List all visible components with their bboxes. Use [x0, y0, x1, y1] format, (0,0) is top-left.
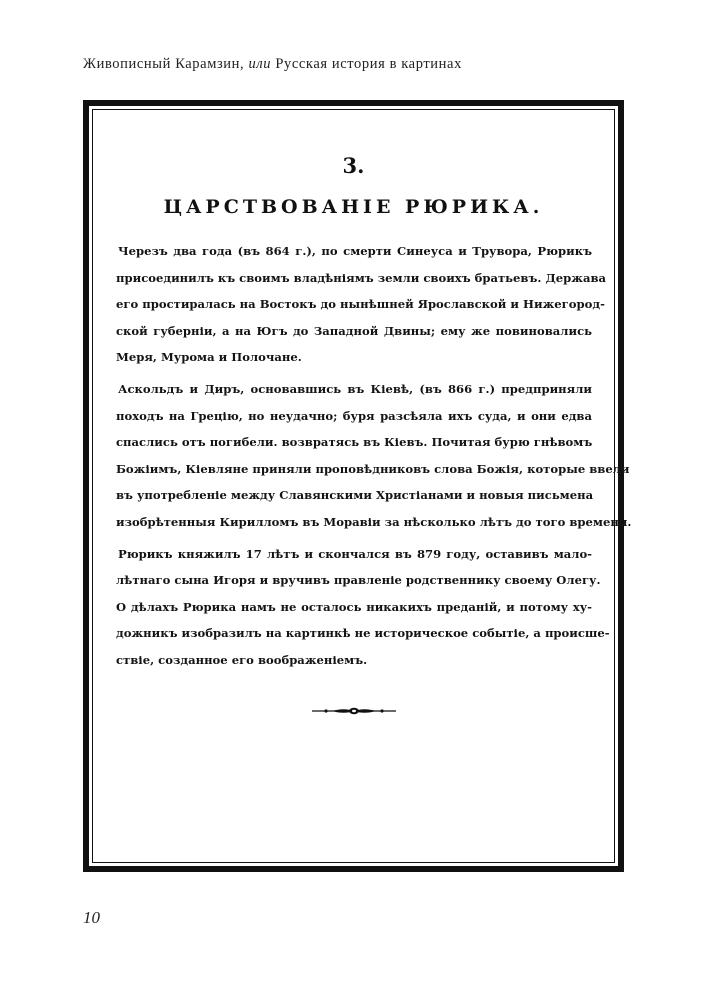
header-title-connector: или: [248, 56, 272, 72]
text-line: дожникъ изобразилъ на картинкѣ не историческое событіе, а происше-: [116, 626, 610, 641]
page-number: 10: [83, 908, 100, 927]
text-line: присоединилъ къ своимъ владѣніямъ земли своихъ братьевъ. Держава: [116, 270, 607, 285]
running-header: [83, 56, 462, 73]
text-line: спаслись отъ погибели. возвратясь въ Кіевъ. Почитая бурю гнѣвомъ: [116, 435, 593, 450]
text-line: Меря, Мурома и Полочане.: [116, 350, 302, 365]
text-line: Рюрикъ княжилъ 17 лѣтъ и скончался въ 879 году, оставивъ мало-: [118, 546, 592, 561]
plate-title: ЦАРСТВОВАНІЕ РЮРИКА.: [163, 196, 544, 218]
text-line: Аскольдъ и Диръ, основавшись въ Кіевѣ, (въ 866 г.) предприняли: [118, 381, 592, 396]
header-title-part2: Русская история в картинах: [275, 56, 462, 72]
tailpiece-ornament-icon: [312, 704, 396, 718]
text-line: изобрѣтенныя Кирилломъ въ Моравіи за нѣсколько лѣтъ до того времени.: [116, 514, 632, 529]
text-line: лѣтнаго сына Игоря и вручивъ правленіе родственнику своему Олегу.: [116, 573, 601, 588]
text-line: Черезъ два года (въ 864 г.), по смерти Синеуса и Трувора, Рюрикъ: [118, 244, 592, 258]
header-title-part1: Живописный Карамзин,: [83, 56, 245, 72]
text-line: въ употребленіе между Славянскими Христіанами и новыя письмена: [116, 488, 594, 503]
plate-number: 3.: [342, 153, 365, 178]
body-text: [116, 238, 632, 674]
text-line: ской губерніи, а на Югъ до Западной Двины; ему же повиновались: [116, 323, 592, 338]
text-line: О дѣлахъ Рюрика намъ не осталось никакихъ преданій, и потому ху-: [116, 599, 592, 614]
text-line: Божіимъ, Кіевляне приняли проповѣдниковъ слова Божія, которые ввели: [116, 461, 630, 476]
text-line: походъ на Грецію, но неудачно; буря разсѣяла ихъ суда, и они едва: [116, 408, 592, 423]
text-line: ствіе, созданное его воображеніемъ.: [116, 652, 368, 667]
text-line: его простиралась на Востокъ до нынѣшней Ярославской и Нижегород-: [116, 297, 605, 312]
